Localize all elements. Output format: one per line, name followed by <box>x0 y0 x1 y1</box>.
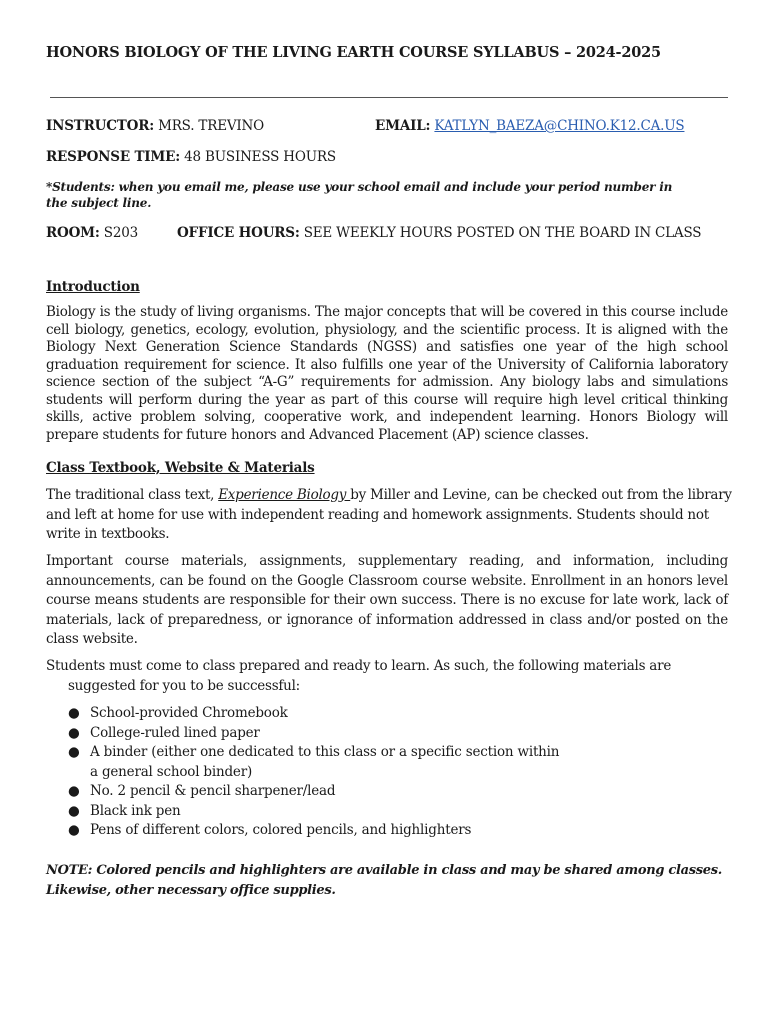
textbook-title: Experience Biology <box>218 487 351 503</box>
materials-intro-line1: Students must come to class prepared and ready to learn. As such, the following materials are <box>46 658 672 674</box>
list-item <box>68 782 628 802</box>
room-value: S203 <box>103 225 138 241</box>
introduction-heading: Introduction <box>46 279 140 295</box>
office-hours-value: SEE WEEKLY HOURS POSTED ON THE BOARD IN CLASS <box>303 225 702 241</box>
bullet-icon: ● <box>68 744 80 760</box>
bullet-icon: ● <box>68 705 80 721</box>
bullet-icon: ● <box>68 783 80 799</box>
list-item-text: Black ink pen <box>90 802 181 819</box>
title-divider <box>50 97 728 98</box>
list-item-text: School-provided Chromebook <box>90 705 288 721</box>
list-item <box>68 821 628 841</box>
list-item <box>68 802 628 822</box>
response-time-field <box>46 149 336 165</box>
list-item <box>68 724 628 744</box>
materials-intro-paragraph <box>46 657 736 696</box>
textbook-paragraph <box>46 486 736 545</box>
office-hours-field <box>177 225 701 241</box>
email-note: *Students: when you email me, please use your school email and include your period number in the subject line. <box>46 180 673 210</box>
list-item <box>68 743 570 782</box>
materials-intro-line2: suggested for you to be successful: <box>68 677 300 694</box>
email-label: EMAIL: <box>375 118 431 134</box>
response-time-value: 48 BUSINESS HOURS <box>184 149 336 165</box>
page-title: HONORS BIOLOGY OF THE LIVING EARTH COURSE SYLLABUS – 2024-2025 <box>46 44 661 61</box>
email-field <box>375 118 684 134</box>
response-time-label: RESPONSE TIME: <box>46 149 181 165</box>
room-label: ROOM: <box>46 225 100 241</box>
list-item-text: Pens of different colors, colored pencils, and highlighters <box>90 822 472 838</box>
list-item-text: No. 2 pencil & pencil sharpener/lead <box>90 783 336 799</box>
office-hours-label: OFFICE HOURS: <box>177 225 300 241</box>
list-item <box>68 704 628 724</box>
room-field <box>46 225 138 241</box>
supplies-note: NOTE: Colored pencils and highlighters are available in class and may be shared among classes. Likewise, other necessary office supplies. <box>46 863 723 898</box>
instructor-field <box>46 118 264 134</box>
bullet-icon: ● <box>68 724 80 741</box>
website-paragraph: Important course materials, assignments, supplementary reading, and information, including announcements, can be found on the Google Classroom course website. Enrollment in an honors level course means students are responsible for their own success. There is no excuse for late work, lack of materials, lack of preparedness, or ignorance of information addressed in class and/or posted on the class website. <box>46 553 728 647</box>
materials-list <box>68 704 628 841</box>
textbook-text-pre: The traditional class text, <box>46 487 219 503</box>
bullet-icon: ● <box>68 802 80 819</box>
textbook-text-post: by Miller and Levine, can be checked out from the library and left at home for use with independent reading and homework assignments. Students should not write in textbooks. <box>46 487 732 542</box>
instructor-value: MRS. TREVINO <box>158 118 265 134</box>
list-item-text: College-ruled lined paper <box>90 724 260 741</box>
materials-heading: Class Textbook, Website & Materials <box>46 460 315 476</box>
email-link[interactable]: KATLYN_BAEZA@CHINO.K12.CA.US <box>434 118 685 134</box>
bullet-icon: ● <box>68 822 80 838</box>
list-item-text: A binder (either one dedicated to this class or a specific section within a general school binder) <box>90 744 560 780</box>
introduction-body: Biology is the study of living organisms. The major concepts that will be covered in this course include cell biology, genetics, ecology, evolution, physiology, and the scientific process. It is aligned with the Biology Next Generation Science Standards (NGSS) and satisfies one year of the high school graduation requirement for science. It also fulfills one year of the University of California laboratory science section of the subject “A-G” requirements for admission. Any biology labs and simulations students will perform during the year as part of this course will require high level critical thinking skills, active problem solving, cooperative work, and independent learning. Honors Biology will prepare students for future honors and Advanced Placement (AP) science classes. <box>46 304 728 443</box>
instructor-label: INSTRUCTOR: <box>46 118 154 134</box>
